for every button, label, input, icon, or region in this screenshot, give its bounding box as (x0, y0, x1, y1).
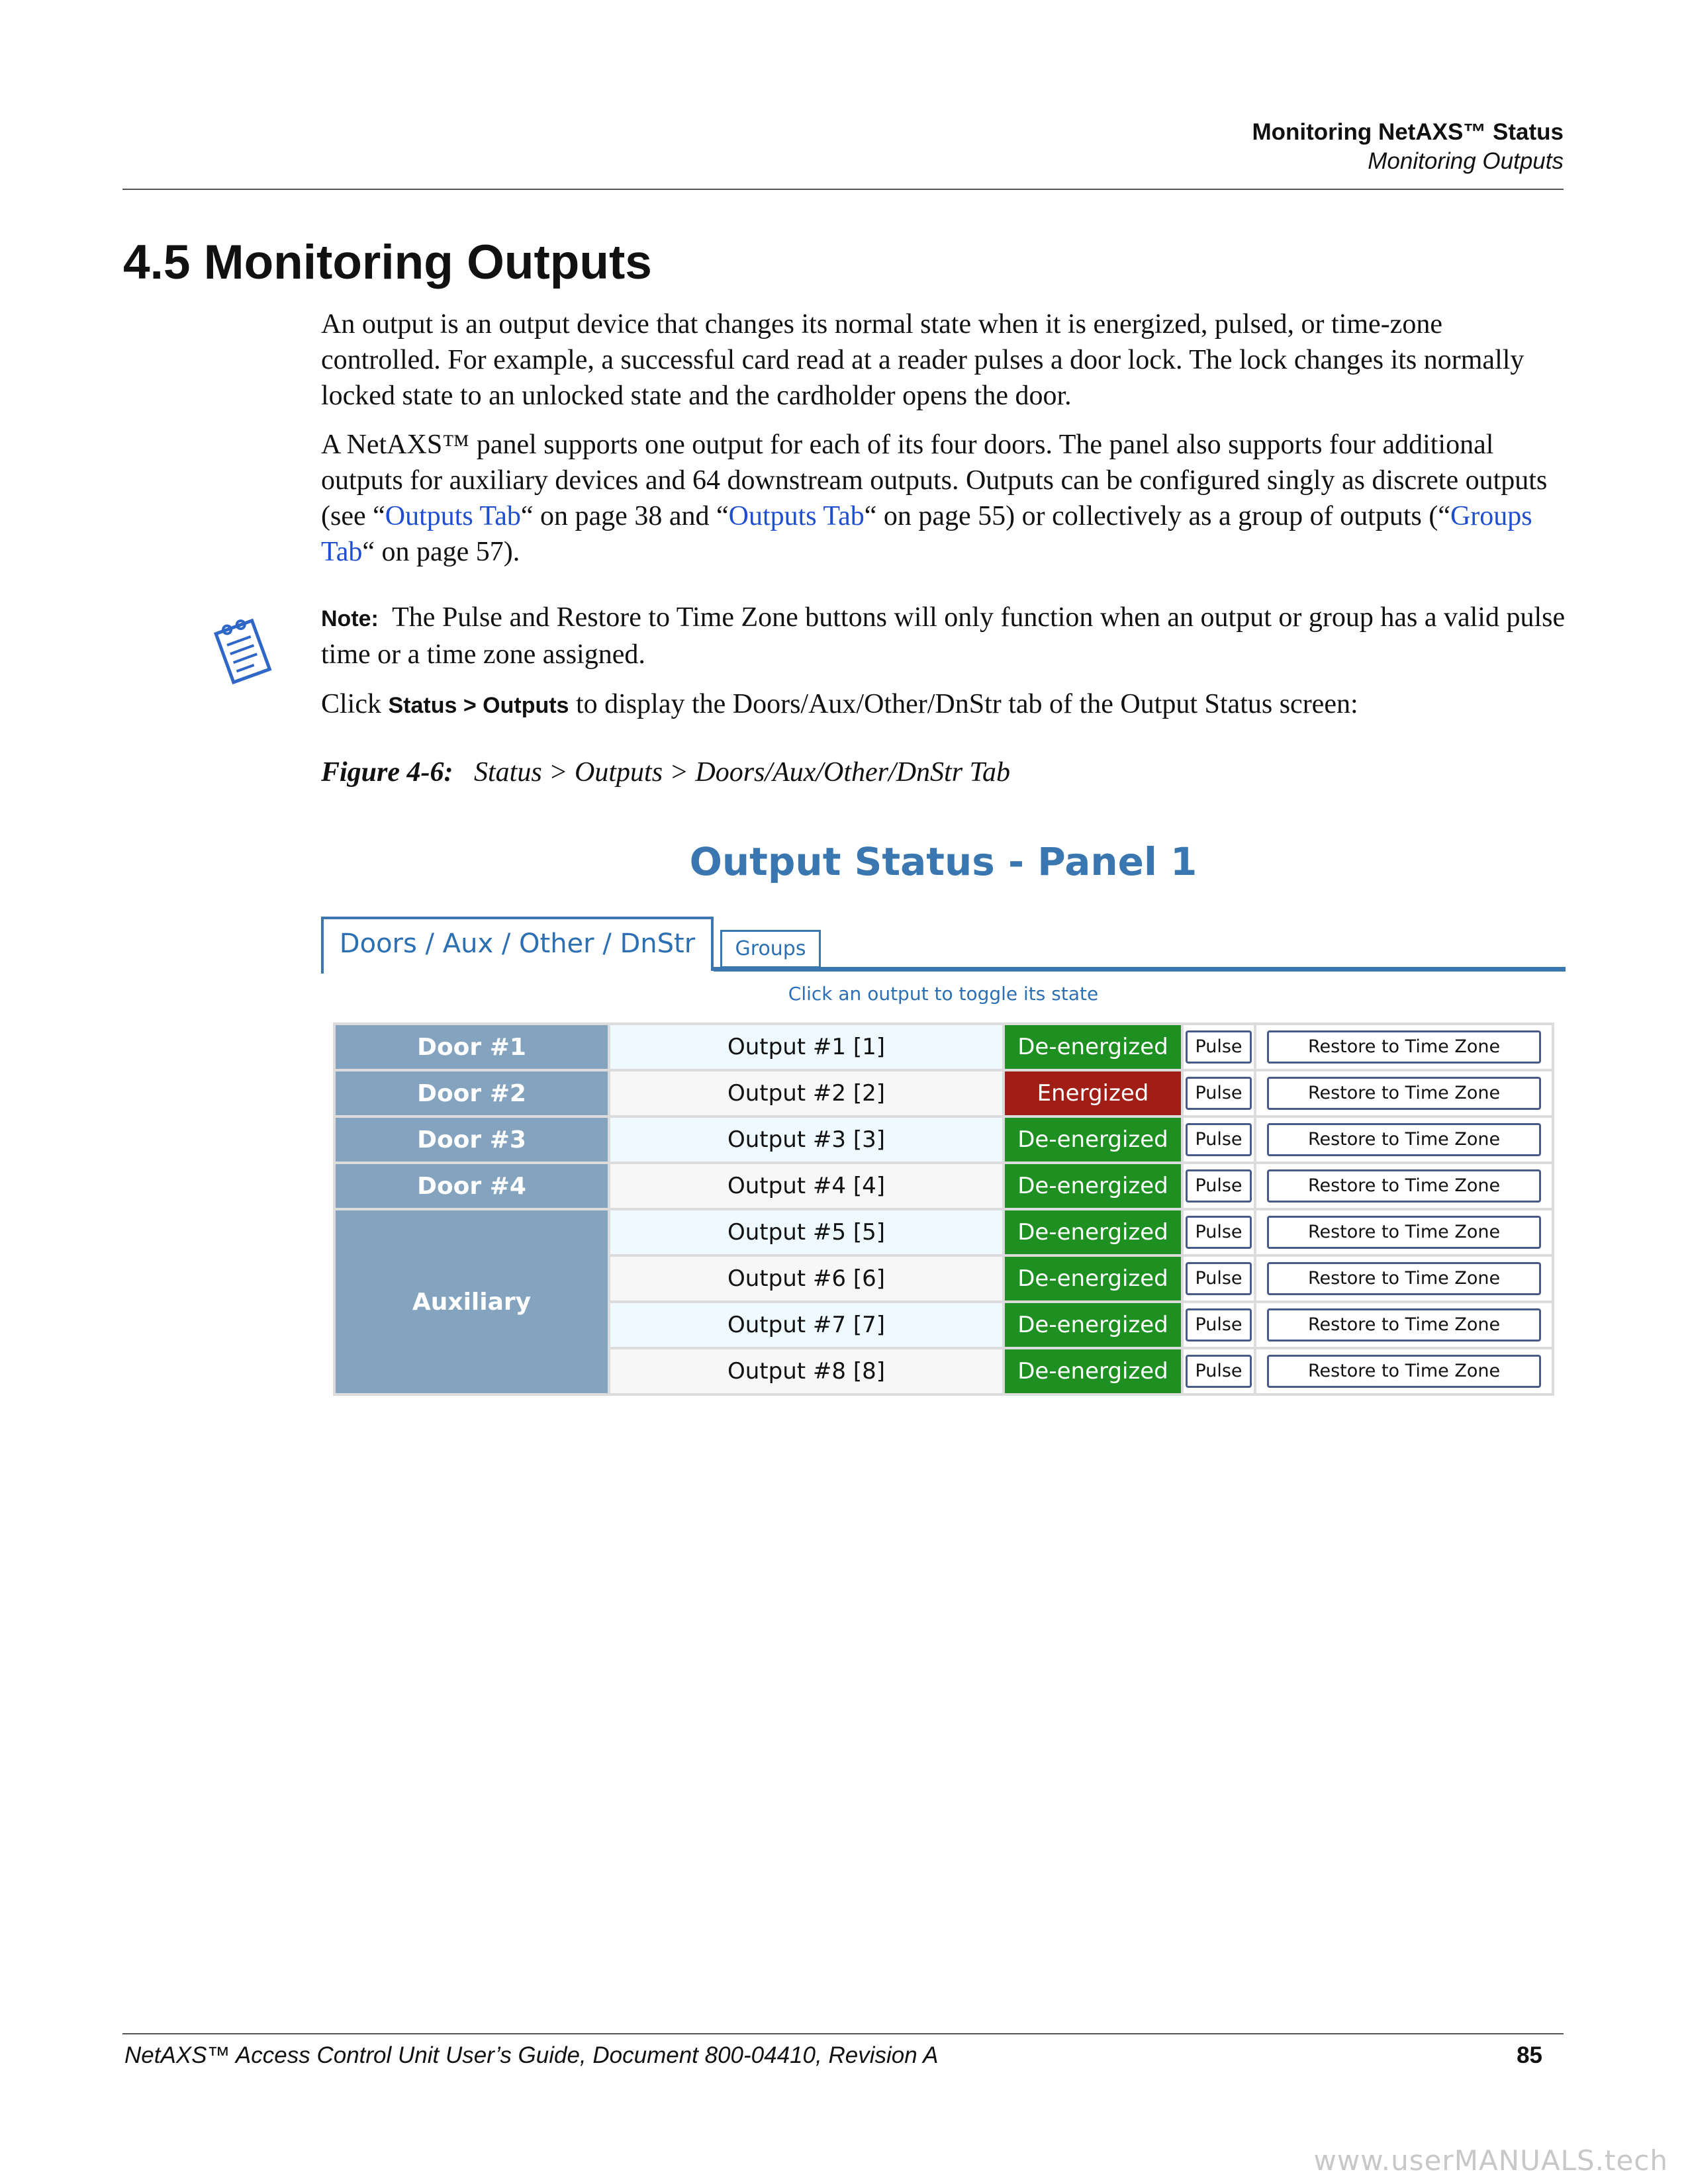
restore-cell (1256, 1303, 1552, 1347)
pulse-cell (1184, 1257, 1254, 1300)
table-row (336, 1025, 1552, 1069)
table-row (336, 1071, 1552, 1115)
figure-label: Figure 4-6: (321, 757, 453, 788)
output-7-state[interactable]: De-energized (1005, 1303, 1181, 1347)
restore-cell (1256, 1025, 1552, 1069)
outputs-tab-link-2[interactable]: Outputs Tab (728, 501, 865, 531)
pulse-button-1[interactable]: Pulse (1186, 1030, 1252, 1064)
header-rule (122, 189, 1564, 190)
pulse-button-2[interactable]: Pulse (1186, 1077, 1252, 1110)
output-2-state[interactable]: Energized (1005, 1071, 1181, 1115)
output-8-state[interactable]: De-energized (1005, 1349, 1181, 1393)
pulse-cell (1184, 1164, 1254, 1208)
group-door-1: Door #1 (336, 1025, 608, 1069)
output-4-state[interactable]: De-energized (1005, 1164, 1181, 1208)
para2-text-4: “ on page 57). (362, 537, 520, 567)
note-text: The Pulse and Restore to Time Zone buttons will only function when an output or group has a valid pulse time or a time zone assigned. (321, 602, 1566, 670)
table-row (336, 1118, 1552, 1161)
pulse-cell (1184, 1303, 1254, 1347)
output-6-state[interactable]: De-energized (1005, 1257, 1181, 1300)
page-number: 85 (1517, 2042, 1542, 2068)
group-door-4: Door #4 (336, 1164, 608, 1208)
para2-text-1: A NetAXS™ panel supports one output for each of its four doors. The panel also supports four additional outputs for auxiliary devices and 64 downstream outputs. Outputs can be configured singly as discrete outputs (see “ (321, 430, 1548, 531)
pulse-cell (1184, 1210, 1254, 1254)
tab-doors-aux-other-dnstr[interactable]: Doors / Aux / Other / DnStr (321, 917, 714, 971)
footer-document: NetAXS™ Access Control Unit User’s Guide, Document 800-04410, Revision A (124, 2042, 939, 2068)
restore-cell (1256, 1349, 1552, 1393)
table-row (336, 1164, 1552, 1208)
pulse-button-4[interactable]: Pulse (1186, 1169, 1252, 1203)
running-header-chapter: Monitoring NetAXS™ Status (1252, 119, 1564, 145)
click-post: to display the Doors/Aux/Other/DnStr tab of the Output Status screen: (575, 689, 1358, 719)
toggle-hint: Click an output to toggle its state (788, 983, 1099, 1005)
outputs-tab-link-1[interactable]: Outputs Tab (385, 501, 521, 531)
pulse-button-3[interactable]: Pulse (1186, 1123, 1252, 1156)
restore-button-7[interactable]: Restore to Time Zone (1267, 1308, 1541, 1342)
pulse-cell (1184, 1118, 1254, 1161)
para2-text-2: “ on page 38 and “ (520, 501, 729, 531)
table-row (336, 1210, 1552, 1254)
output-4[interactable]: Output #4 [4] (610, 1164, 1002, 1208)
pulse-cell (1184, 1071, 1254, 1115)
note-icon (211, 612, 277, 692)
figure-caption (321, 754, 1010, 790)
click-pre: Click (321, 689, 381, 719)
outputs-paragraph (321, 427, 1566, 570)
output-1[interactable]: Output #1 [1] (610, 1025, 1002, 1069)
groups-tab-link[interactable]: Groups Tab (321, 501, 1532, 567)
screen-title: Output Status - Panel 1 (689, 839, 1197, 884)
restore-cell (1256, 1118, 1552, 1161)
footer-rule (122, 2033, 1564, 2034)
restore-button-3[interactable]: Restore to Time Zone (1267, 1123, 1541, 1156)
note-label: Note: (321, 606, 379, 631)
restore-button-4[interactable]: Restore to Time Zone (1267, 1169, 1541, 1203)
watermark: www.userMANUALS.tech (1313, 2144, 1668, 2177)
output-3[interactable]: Output #3 [3] (610, 1118, 1002, 1161)
output-2[interactable]: Output #2 [2] (610, 1071, 1002, 1115)
running-header-section: Monitoring Outputs (1368, 148, 1564, 174)
output-6[interactable]: Output #6 [6] (610, 1257, 1002, 1300)
pulse-button-8[interactable]: Pulse (1186, 1355, 1252, 1388)
section-title: 4.5 Monitoring Outputs (123, 236, 652, 289)
restore-button-6[interactable]: Restore to Time Zone (1267, 1262, 1541, 1295)
tab-underline (714, 967, 1566, 972)
restore-button-2[interactable]: Restore to Time Zone (1267, 1077, 1541, 1110)
tab-bar (321, 910, 1566, 974)
output-5-state[interactable]: De-energized (1005, 1210, 1181, 1254)
para2-text-3: “ on page 55) or collectively as a group of outputs (“ (864, 501, 1450, 531)
output-8[interactable]: Output #8 [8] (610, 1349, 1002, 1393)
output-status-table (333, 1023, 1554, 1396)
group-door-2: Door #2 (336, 1071, 608, 1115)
pulse-cell (1184, 1025, 1254, 1069)
restore-button-8[interactable]: Restore to Time Zone (1267, 1355, 1541, 1388)
output-3-state[interactable]: De-energized (1005, 1118, 1181, 1161)
group-auxiliary: Auxiliary (336, 1210, 608, 1393)
restore-button-1[interactable]: Restore to Time Zone (1267, 1030, 1541, 1064)
restore-cell (1256, 1071, 1552, 1115)
tab-groups[interactable]: Groups (720, 930, 821, 968)
figure-caption-text: Status > Outputs > Doors/Aux/Other/DnStr Tab (474, 757, 1011, 788)
note-paragraph (321, 600, 1566, 672)
output-5[interactable]: Output #5 [5] (610, 1210, 1002, 1254)
pulse-button-7[interactable]: Pulse (1186, 1308, 1252, 1342)
restore-cell (1256, 1257, 1552, 1300)
pulse-cell (1184, 1349, 1254, 1393)
restore-button-5[interactable]: Restore to Time Zone (1267, 1216, 1541, 1249)
click-instruction (321, 686, 1566, 723)
output-7[interactable]: Output #7 [7] (610, 1303, 1002, 1347)
menu-path: Status > Outputs (388, 693, 569, 718)
group-door-3: Door #3 (336, 1118, 608, 1161)
intro-paragraph: An output is an output device that changes its normal state when it is energized, pulsed, or time-zone controlled. For example, a successful card read at a reader pulses a door lock. The lock changes its normally locked state to an unlocked state and the cardholder opens the door. (321, 309, 1524, 411)
pulse-button-6[interactable]: Pulse (1186, 1262, 1252, 1295)
pulse-button-5[interactable]: Pulse (1186, 1216, 1252, 1249)
restore-cell (1256, 1164, 1552, 1208)
restore-cell (1256, 1210, 1552, 1254)
output-1-state[interactable]: De-energized (1005, 1025, 1181, 1069)
